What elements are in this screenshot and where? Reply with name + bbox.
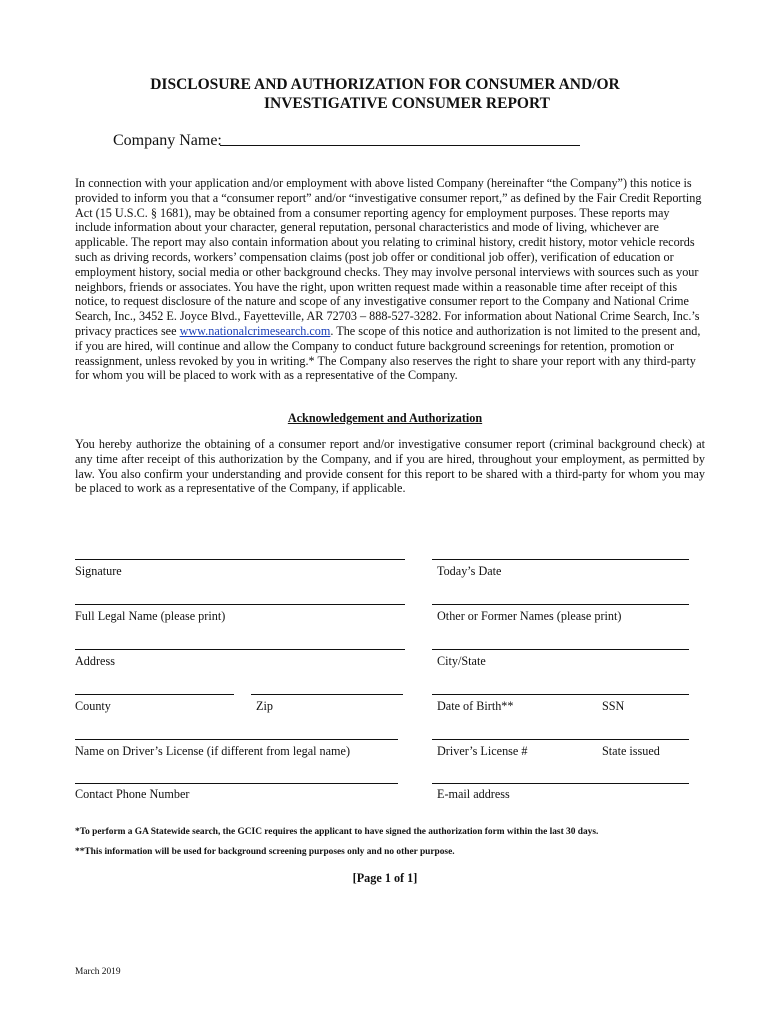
dob-label: Date of Birth** [437,699,514,713]
email-field[interactable] [432,783,689,784]
address-label: Address [75,654,115,668]
signature-field[interactable] [75,559,405,560]
company-name-label: Company Name: [113,132,222,149]
dl-name-label: Name on Driver’s License (if different from legal name) [75,744,351,758]
address-field[interactable] [75,649,405,650]
disclosure-text-part1: In connection with your application and/or employment with above listed Company (hereinafter “the Company”) this notice is provided to inform you that a “consumer report” and/or “investigative consumer report,” as defined by the Fair Credit Reporting Act (15 U.S.C. § 1681), may be obtained from a consumer reporting agency for employment purposes. These reports may include information about your character, general reputation, personal characteristics and mode of living, whichever are applicable. The report may also contain information about you relating to criminal history, credit history, motor vehicle records such as driving records, workers’ compensation claims (post job offer or conditional job offer), verification of education or employment history, social media or other background checks. They may involve personal interviews with sources such as your neighbors, friends or associates. You have the right, upon written request made within a reasonable time after receipt of this notice, to request disclosure of the nature and scope of any investigative consumer report to the Company and National Crime Search, Inc., 3452 E. Joyce Blvd., Fayetteville, AR 72703 – 888-527-3282. For information about National Crime Search, Inc.’s privacy practices see [75,176,702,338]
todays-date-label: Today’s Date [437,564,502,578]
company-name-field[interactable] [220,145,580,146]
full-name-label: Full Legal Name (please print) [75,609,226,623]
city-state-field[interactable] [432,649,689,650]
footnote-ga-search: *To perform a GA Statewide search, the GCIC requires the applicant to have signed the authorization form within the last 30 days. [75,827,599,837]
disclosure-paragraph [75,176,705,383]
authorization-paragraph: You hereby authorize the obtaining of a consumer report and/or investigative consumer report (criminal background check) at any time after receipt of this authorization by the Company, and if you are hired, throughout your employment, as permitted by law. You also confirm your understanding and provide consent for this report to be shared with a third-party for whom you may be placed to work as a representative of the Company, if applicable. [75,437,705,496]
email-label: E-mail address [437,787,510,801]
dob-ssn-field[interactable] [432,694,689,695]
city-state-label: City/State [437,654,486,668]
dl-number-label: Driver’s License # [437,744,528,758]
privacy-link[interactable]: www.nationalcrimesearch.com [179,323,331,338]
signature-label: Signature [75,564,122,578]
disclosure-text-part2: . The scope of this notice and authorization is not limited to the present and, if you are hired, will continue and allow the Company to conduct future background screenings for retention, promotion or reassignment, unless revoked by you in writing.* The Company also reserves the right to share your report with any third-party for whom you will be placed to work with as a representative of the Company. [75,323,701,383]
dl-name-field[interactable] [75,739,398,740]
zip-field[interactable] [251,694,403,695]
other-names-label: Other or Former Names (please print) [437,609,622,623]
zip-label: Zip [256,699,273,713]
phone-label: Contact Phone Number [75,787,190,801]
state-issued-label: State issued [602,744,660,758]
footnote-screening-purpose: **This information will be used for background screening purposes only and no other purpose. [75,847,455,857]
county-label: County [75,699,111,713]
document-title-line1: DISCLOSURE AND AUTHORIZATION FOR CONSUMER AND/OR [150,76,620,93]
revision-date: March 2019 [75,967,121,977]
acknowledgement-heading: Acknowledgement and Authorization [287,411,483,425]
document-title-line2: INVESTIGATIVE CONSUMER REPORT [264,95,550,112]
county-field[interactable] [75,694,234,695]
phone-field[interactable] [75,783,398,784]
full-name-field[interactable] [75,604,405,605]
ssn-label: SSN [602,699,625,713]
todays-date-field[interactable] [432,559,689,560]
dl-number-field[interactable] [432,739,689,740]
page-number: [Page 1 of 1] [352,871,418,885]
other-names-field[interactable] [432,604,689,605]
